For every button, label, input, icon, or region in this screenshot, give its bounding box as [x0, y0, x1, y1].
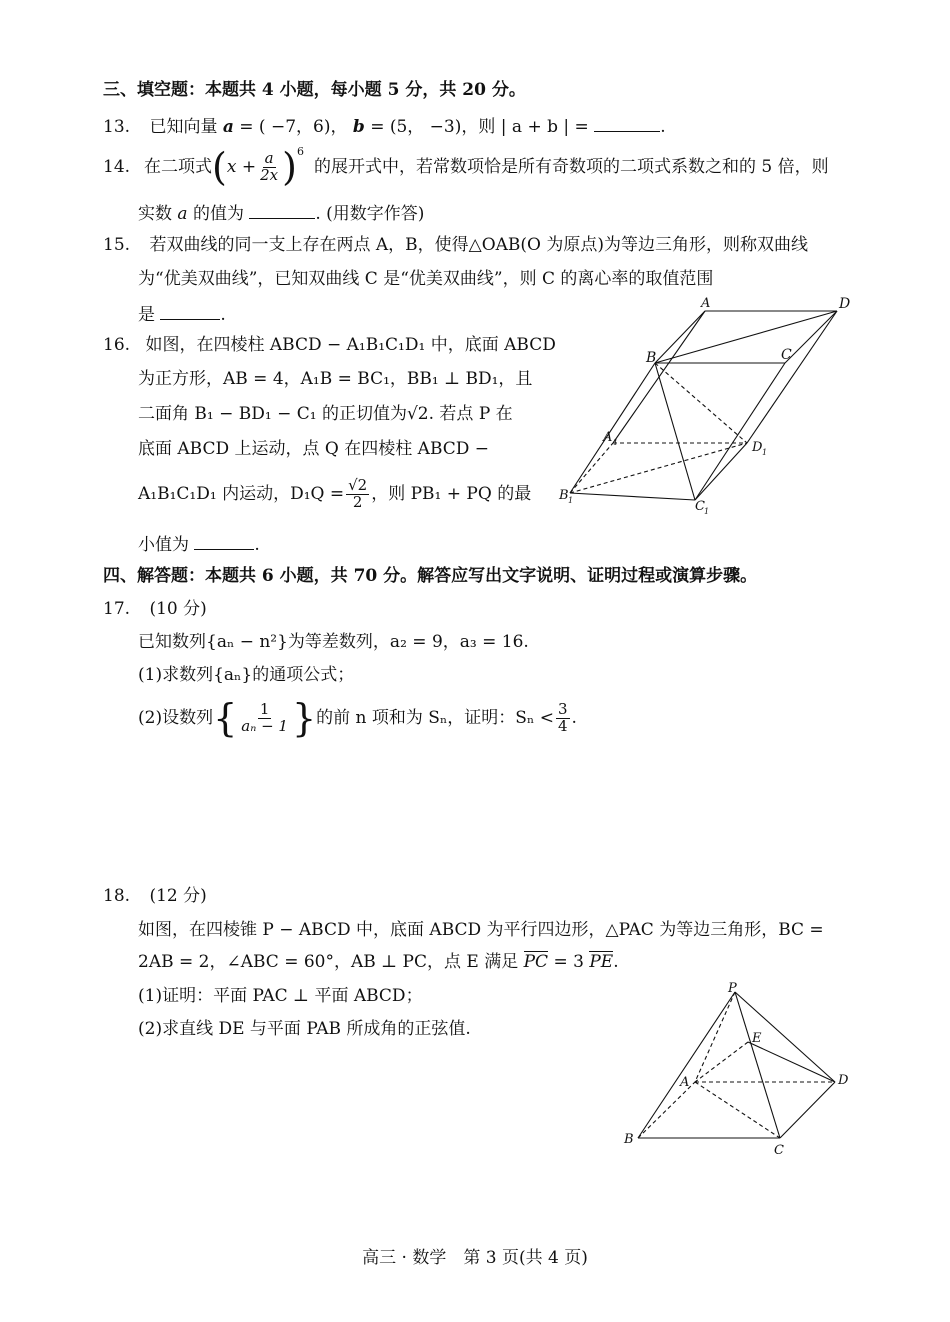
q17-frac-num: 3 — [557, 699, 568, 718]
fig16-label-D: D — [839, 296, 851, 312]
q15-line3 — [138, 304, 226, 324]
q18-part1: (1)证明：平面 PAC ⊥ 平面 ABCD； — [138, 986, 423, 1006]
fig16-sub: 1 — [704, 507, 710, 516]
q17-fraction-34 — [556, 699, 570, 735]
q18-line1: 如图，在四棱锥 P − ABCD 中，底面 ABCD 为平行四边形，△PAC 为等边三角形，BC = — [138, 920, 824, 940]
q16-frac-num: √2 — [348, 475, 368, 494]
question-14-line2 — [138, 203, 424, 223]
q18-vector-PE: PE — [589, 952, 614, 972]
q14-number: 14. — [103, 156, 131, 177]
q14-text: 实数 — [138, 204, 172, 224]
q13-text: | a + b | = — [500, 117, 589, 137]
q14-paren-close: ) — [282, 145, 297, 189]
fig18-label-C: C — [774, 1143, 784, 1158]
q15-answer-blank[interactable] — [160, 304, 220, 320]
q15-text: 是 — [138, 305, 155, 325]
q16-number: 16. — [103, 335, 131, 355]
q17-part1: (1)求数列{aₙ}的通项公式； — [138, 665, 355, 685]
question-15 — [103, 237, 808, 254]
q17-part2 — [138, 696, 577, 740]
q17-number: 17. — [103, 599, 131, 619]
fig18-label-B: B — [624, 1132, 634, 1147]
q17-brace-close: } — [291, 696, 317, 740]
q15-text: . — [220, 305, 226, 325]
q16-line3: 二面角 B₁ − BD₁ − C₁ 的正切值为√2. 若点 P 在 — [138, 404, 513, 424]
fig18-label-P: P — [728, 981, 737, 996]
q15-number: 15. — [103, 235, 131, 255]
q18-text: = 3 — [553, 952, 584, 972]
fig16-label-B: B — [646, 350, 657, 366]
question-16 — [103, 337, 556, 354]
q13-answer-blank[interactable] — [594, 116, 660, 132]
q16-line6 — [138, 534, 260, 554]
question-18 — [103, 888, 207, 905]
q16-answer-blank[interactable] — [194, 534, 254, 550]
q15-line2: 为“优美双曲线”，已知双曲线 C 是“优美双曲线”，则 C 的离心率的取值范围 — [138, 269, 714, 289]
fig18-label-A: A — [680, 1075, 690, 1090]
q17-frac-num: 1 — [259, 699, 270, 718]
q14-power: 6 — [296, 145, 304, 158]
q14-frac-den: 2x — [260, 165, 279, 184]
q16-text: A₁B₁C₁D₁ 内运动，D₁Q = — [138, 483, 345, 504]
page-footer: 高三 · 数学 第 3 页(共 4 页) — [362, 1248, 588, 1268]
fig16-label-A1: A — [603, 430, 613, 445]
fig16-sub: 1 — [568, 496, 574, 505]
fig16-sub: 1 — [613, 438, 619, 447]
q18-text: . — [613, 952, 619, 972]
q14-text: 在二项式 — [144, 156, 213, 177]
section3-heading: 三、填空题：本题共 4 小题，每小题 5 分，共 20 分。 — [103, 80, 526, 100]
question-13 — [103, 116, 666, 136]
q16-fraction — [346, 475, 369, 511]
q18-vector-PC: PC — [523, 952, 549, 972]
q18-part2: (2)求直线 DE 与平面 PAB 所成角的正弦值. — [138, 1019, 471, 1039]
q16-line5 — [138, 474, 531, 514]
fig16-label-B1: B — [559, 488, 569, 503]
q17-text: . — [571, 707, 577, 728]
q13-text: 已知向量 — [149, 117, 218, 137]
q17-score: (10 分) — [149, 599, 207, 619]
q13-text: = ( −7，6)， — [239, 117, 348, 137]
q14-var-a: a — [177, 204, 188, 224]
q14-text: 的展开式中，若常数项恰是所有奇数项的二项式系数之和的 5 倍，则 — [313, 156, 829, 177]
q17-stem: 已知数列{aₙ − n²}为等差数列，a₂ = 9，a₃ = 16. — [138, 632, 529, 652]
section4-heading: 四、解答题：本题共 6 小题，共 70 分。解答应写出文字说明、证明过程或演算步骤。 — [103, 566, 758, 586]
fig16-sub: 1 — [762, 448, 768, 457]
q18-score: (12 分) — [149, 886, 207, 906]
q14-x: x + — [226, 156, 257, 177]
q13-number: 13. — [103, 117, 131, 137]
fig16-label-D1: D — [752, 440, 763, 455]
q17-brace-open: { — [213, 696, 238, 740]
fig16-label-C: C — [781, 347, 792, 363]
q15-text: 若双曲线的同一支上存在两点 A，B，使得△OAB(O 为原点)为等边三角形，则称双曲线 — [149, 235, 809, 255]
q14-text: 的值为 — [192, 204, 244, 224]
q14-fraction — [258, 148, 280, 184]
q18-pyramid-figure — [620, 980, 860, 1160]
question-17 — [103, 601, 207, 618]
fig16-label-A: A — [701, 296, 711, 311]
q16-frac-den: 2 — [352, 492, 363, 511]
question-14 — [103, 145, 829, 189]
q16-line2: 为正方形，AB = 4，A₁B = BC₁，BB₁ ⊥ BD₁，且 — [138, 369, 533, 389]
q14-paren-open: ( — [212, 145, 227, 189]
fig18-label-D: D — [838, 1073, 849, 1088]
q13-period: . — [660, 117, 666, 137]
fig18-label-E: E — [752, 1031, 762, 1046]
q14-frac-num: a — [264, 148, 274, 167]
q16-text: 小值为 — [138, 535, 189, 555]
q17-text: 的前 n 项和为 Sₙ，证明：Sₙ < — [316, 707, 554, 728]
q18-text: 2AB = 2，∠ABC = 60°，AB ⊥ PC，点 E 满足 — [138, 952, 519, 972]
q16-prism-figure — [555, 295, 855, 520]
q13-vector-a: a — [222, 117, 234, 137]
q13-vector-b: b — [352, 117, 365, 137]
q17-fraction — [239, 699, 290, 735]
q17-frac-den: 4 — [557, 716, 568, 735]
q17-text: (2)设数列 — [138, 707, 214, 728]
q14-answer-blank[interactable] — [249, 203, 315, 219]
q17-frac-den: aₙ − 1 — [241, 716, 288, 735]
q16-text: ，则 PB₁ + PQ 的最 — [371, 483, 532, 504]
q16-line4: 底面 ABCD 上运动，点 Q 在四棱柱 ABCD − — [138, 439, 490, 459]
q13-text: = (5， −3)，则 — [370, 117, 496, 137]
q18-line2 — [138, 954, 619, 971]
fig16-label-C1: C — [695, 499, 705, 514]
q14-text: . (用数字作答) — [315, 204, 425, 224]
q16-text: . — [254, 535, 260, 555]
q18-number: 18. — [103, 886, 131, 906]
q16-text: 如图，在四棱柱 ABCD − A₁B₁C₁D₁ 中，底面 ABCD — [145, 335, 556, 355]
